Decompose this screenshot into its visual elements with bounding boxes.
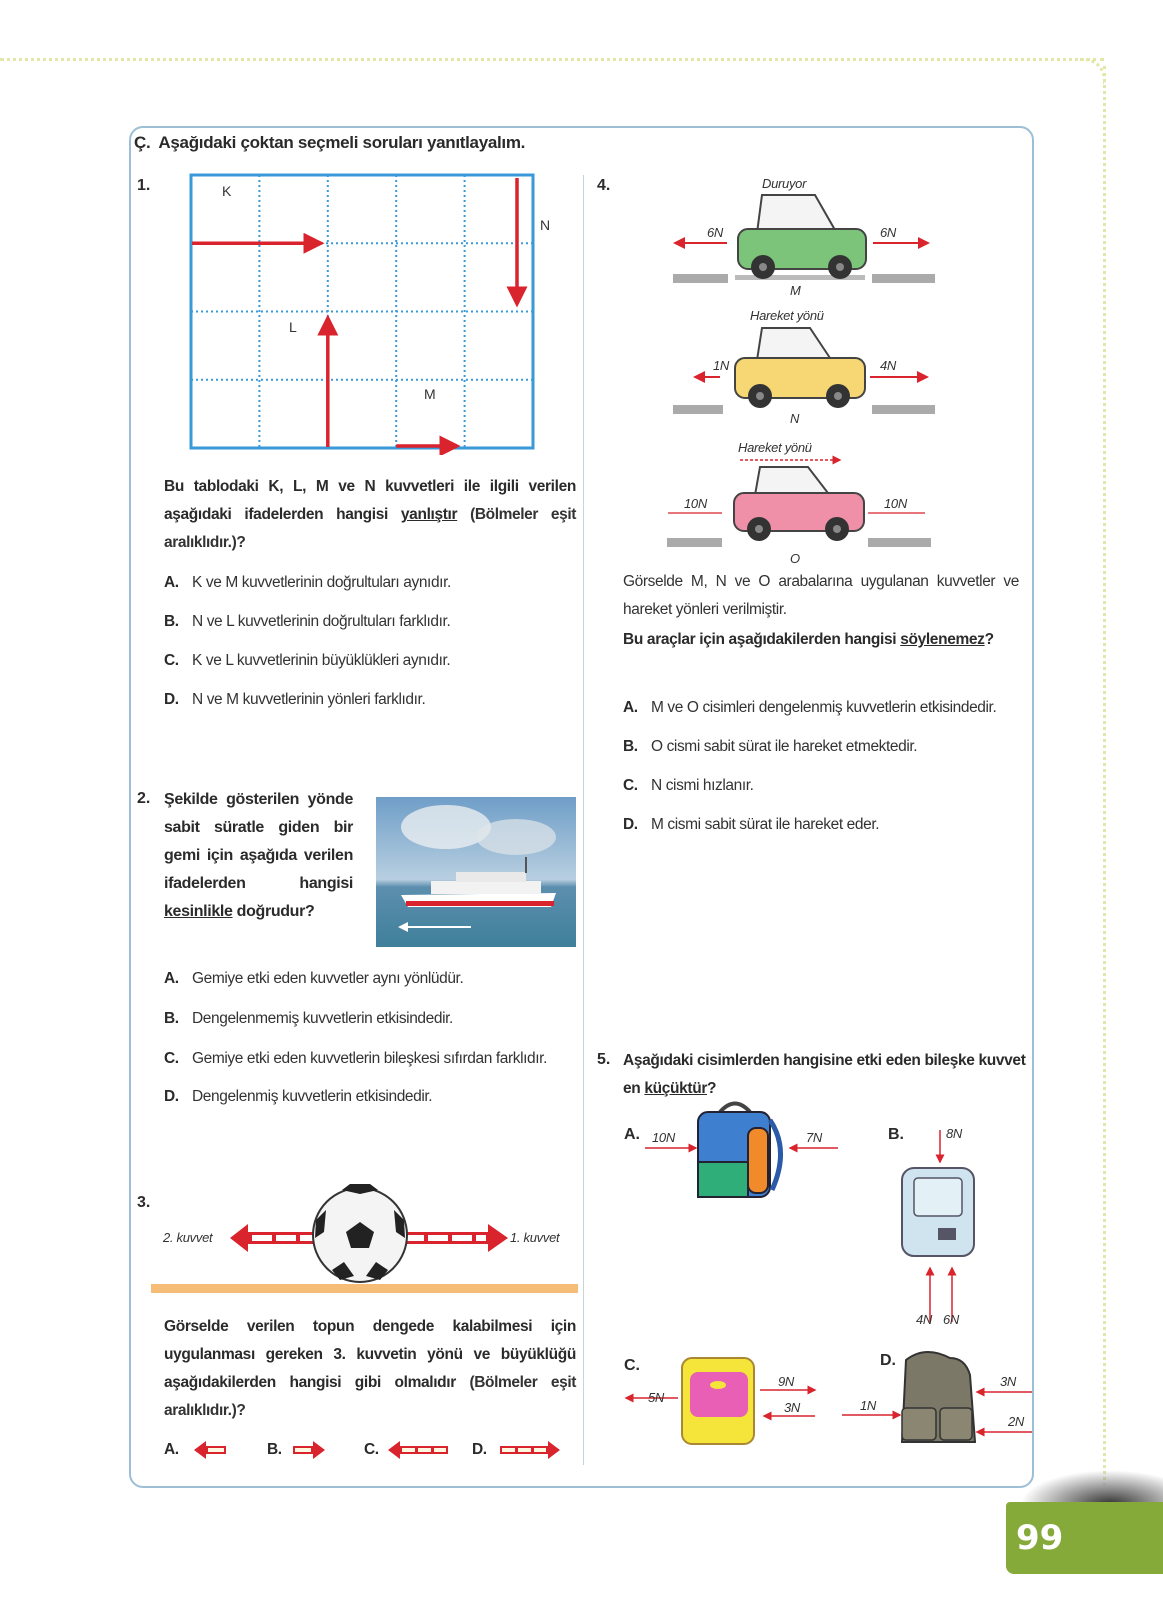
option-c-letter[interactable]: C.	[624, 1357, 640, 1374]
car-m-name: M	[790, 283, 801, 298]
option-c[interactable]	[164, 1045, 576, 1073]
option-b-force-1: 8N	[946, 1126, 963, 1141]
stem-text: Bu tablodaki K, L, M ve N kuvvetleri ile ilgili verilen aşağıdaki ifadelerden hangisi	[164, 478, 576, 523]
option-text: N ve M kuvvetlerinin yönleri farklıdır.	[192, 691, 426, 708]
option-b[interactable]	[623, 733, 1019, 761]
option-text: Dengelenmiş kuvvetlerin etkisindedir.	[192, 1088, 433, 1105]
ground-surface	[151, 1284, 578, 1293]
option-letter: B.	[164, 1010, 179, 1027]
option-letter: C.	[164, 1050, 179, 1067]
question-2-stem	[164, 786, 353, 926]
option-c-force-1: 5N	[648, 1390, 665, 1405]
section-heading	[134, 133, 533, 153]
car-o-left-force: 10N	[684, 496, 707, 511]
right-arrow-3-units-icon	[496, 1436, 562, 1462]
option-text: M cismi sabit sürat ile hareket eder.	[651, 816, 880, 833]
ship-photo	[376, 797, 576, 947]
stem-emphasis: söylenemez	[900, 631, 985, 648]
option-d[interactable]	[164, 686, 576, 714]
car-m-left-force: 6N	[707, 225, 724, 240]
question-2-options	[164, 965, 576, 1111]
option-letter: B.	[164, 613, 179, 630]
option-letter: D.	[164, 691, 179, 708]
option-a[interactable]	[623, 694, 1019, 722]
stem-note: (Bölmeler eşit aralıklıdır.)?	[164, 506, 576, 551]
option-d-letter[interactable]: D.	[880, 1352, 896, 1369]
section-title: Aşağıdaki çoktan seçmeli soruları yanıtlayalım.	[158, 133, 526, 152]
stem-note: (Bölmeler eşit aralıklıdır.)?	[164, 1374, 576, 1419]
option-d[interactable]	[164, 1083, 576, 1111]
question-4-number: 4.	[597, 177, 611, 194]
force-1-label: 1. kuvvet	[510, 1230, 560, 1245]
left-arrow-1-unit-icon	[192, 1436, 232, 1462]
option-letter: B.	[267, 1441, 282, 1458]
option-d-force-2: 3N	[1000, 1374, 1017, 1389]
option-text: O cismi sabit sürat ile hareket etmektedir.	[651, 738, 918, 755]
stem-end: ?	[707, 1080, 717, 1097]
grid-label-k: K	[222, 183, 232, 199]
car-o-caption: Hareket yönü	[738, 440, 812, 455]
backpack-d	[842, 1352, 1032, 1442]
backpack-b	[902, 1130, 974, 1322]
option-letter: C.	[364, 1441, 379, 1458]
option-letter: A.	[164, 970, 179, 987]
car-n-right-force: 4N	[880, 358, 897, 373]
decorative-dotted-border-top	[0, 58, 1104, 61]
option-letter: D.	[472, 1441, 487, 1458]
grid-label-l: L	[289, 319, 297, 335]
option-d-force-1: 1N	[860, 1398, 877, 1413]
grid-lines	[191, 175, 533, 448]
option-a-force-1: 10N	[652, 1130, 675, 1145]
option-c[interactable]	[623, 772, 1019, 800]
column-divider	[583, 175, 584, 1465]
option-c[interactable]	[364, 1436, 452, 1464]
option-text: Gemiye etki eden kuvvetler aynı yönlüdür.	[192, 970, 464, 987]
section-letter: Ç.	[134, 133, 151, 152]
car-o-name: O	[790, 551, 800, 566]
stem-end: doğrudur?	[236, 903, 315, 920]
soccer-ball	[313, 1184, 407, 1282]
option-letter: C.	[623, 777, 638, 794]
page-number: 99	[1016, 1518, 1064, 1558]
question-3-stem	[164, 1313, 576, 1425]
question-2-number: 2.	[137, 790, 151, 807]
stem-emphasis: kesinlikle	[164, 903, 233, 920]
option-text: K ve L kuvvetlerinin büyüklükleri aynıdır.	[192, 652, 451, 669]
question-4-stem	[623, 626, 1019, 654]
option-d[interactable]	[472, 1436, 562, 1464]
stem-end: ?	[984, 631, 994, 648]
car-n-caption: Hareket yönü	[750, 308, 824, 323]
question-4-options	[623, 694, 1019, 839]
option-c-force-2: 9N	[778, 1374, 795, 1389]
option-letter: A.	[164, 574, 179, 591]
question-1-options	[164, 569, 576, 714]
option-b-letter[interactable]: B.	[888, 1126, 904, 1143]
page-tab-shadow	[1020, 1470, 1163, 1504]
option-a-letter[interactable]: A.	[624, 1126, 640, 1143]
car-n-name: N	[790, 411, 800, 426]
question-3-number: 3.	[137, 1194, 151, 1211]
stem-emphasis: yanlıştır	[400, 506, 458, 523]
force-2-label: 2. kuvvet	[163, 1230, 213, 1245]
right-arrow-1-unit-icon	[289, 1436, 329, 1462]
option-a[interactable]	[164, 965, 576, 993]
stem-text: Görselde verilen topun dengede kalabilmesi için uygulanması gereken 3. kuvvetin yönü ve büyüklüğü aşağıdakilerden hangisi gibi olmalıdır	[164, 1318, 576, 1391]
option-letter: B.	[623, 738, 638, 755]
question-1-stem	[164, 473, 576, 557]
option-b-force-3: 6N	[943, 1312, 960, 1327]
ball-forces-figure	[220, 1180, 520, 1300]
question-4-description: Görselde M, N ve O arabalarına uygulanan kuvvetler ve hareket yönleri verilmiştir.	[623, 573, 1019, 618]
option-letter: A.	[623, 699, 638, 716]
car-m-right-force: 6N	[880, 225, 897, 240]
option-letter: A.	[164, 1441, 179, 1458]
question-1-number: 1.	[137, 177, 151, 194]
option-a[interactable]	[164, 1436, 232, 1464]
force-2-arrow	[230, 1224, 320, 1252]
option-a-force-2: 7N	[806, 1130, 823, 1145]
option-c[interactable]	[164, 647, 576, 675]
option-b-force-2: 4N	[916, 1312, 933, 1327]
grid-label-m: M	[424, 386, 436, 402]
option-text: M ve O cisimleri dengelenmiş kuvvetlerin etkisindedir.	[651, 699, 997, 716]
option-b[interactable]	[164, 1005, 576, 1033]
force-1-arrow	[400, 1224, 508, 1252]
car-n-left-force: 1N	[713, 358, 730, 373]
option-a[interactable]	[164, 569, 576, 597]
option-text: K ve M kuvvetlerinin doğrultuları aynıdır.	[192, 574, 451, 591]
car-m-caption: Duruyor	[762, 176, 807, 191]
option-text: N ve L kuvvetlerinin doğrultuları farklıdır.	[192, 613, 451, 630]
decorative-dotted-border-right	[1103, 66, 1106, 1486]
question-5-number: 5.	[597, 1051, 611, 1068]
left-arrow-3-units-icon	[386, 1436, 452, 1462]
grid-label-n: N	[540, 217, 551, 233]
option-d-force-3: 2N	[1008, 1414, 1025, 1429]
option-text: N cismi hızlanır.	[651, 777, 754, 794]
option-text: Dengelenmemiş kuvvetlerin etkisindedir.	[192, 1010, 453, 1027]
stem-emphasis: küçüktür	[644, 1080, 708, 1097]
option-b[interactable]	[164, 608, 576, 636]
car-o-right-force: 10N	[884, 496, 907, 511]
option-letter: D.	[623, 816, 638, 833]
option-d[interactable]	[623, 811, 1019, 839]
stem-text: Bu araçlar için aşağıdakilerden hangisi	[623, 631, 897, 648]
force-grid-figure	[185, 170, 545, 455]
option-text: Gemiye etki eden kuvvetlerin bileşkesi sıfırdan farklıdır.	[192, 1050, 547, 1067]
option-c-force-3: 3N	[784, 1400, 801, 1415]
option-letter: D.	[164, 1088, 179, 1105]
stem-text: Şekilde gösterilen yönde sabit süratle giden bir gemi için aşağıda verilen ifadelerden hangisi	[164, 791, 353, 892]
backpack-a	[645, 1104, 838, 1198]
stem-text: Aşağıdaki cisimlerden hangisine etki eden bileşke kuvvet en	[623, 1052, 1026, 1097]
option-b[interactable]	[267, 1436, 329, 1464]
option-letter: C.	[164, 652, 179, 669]
